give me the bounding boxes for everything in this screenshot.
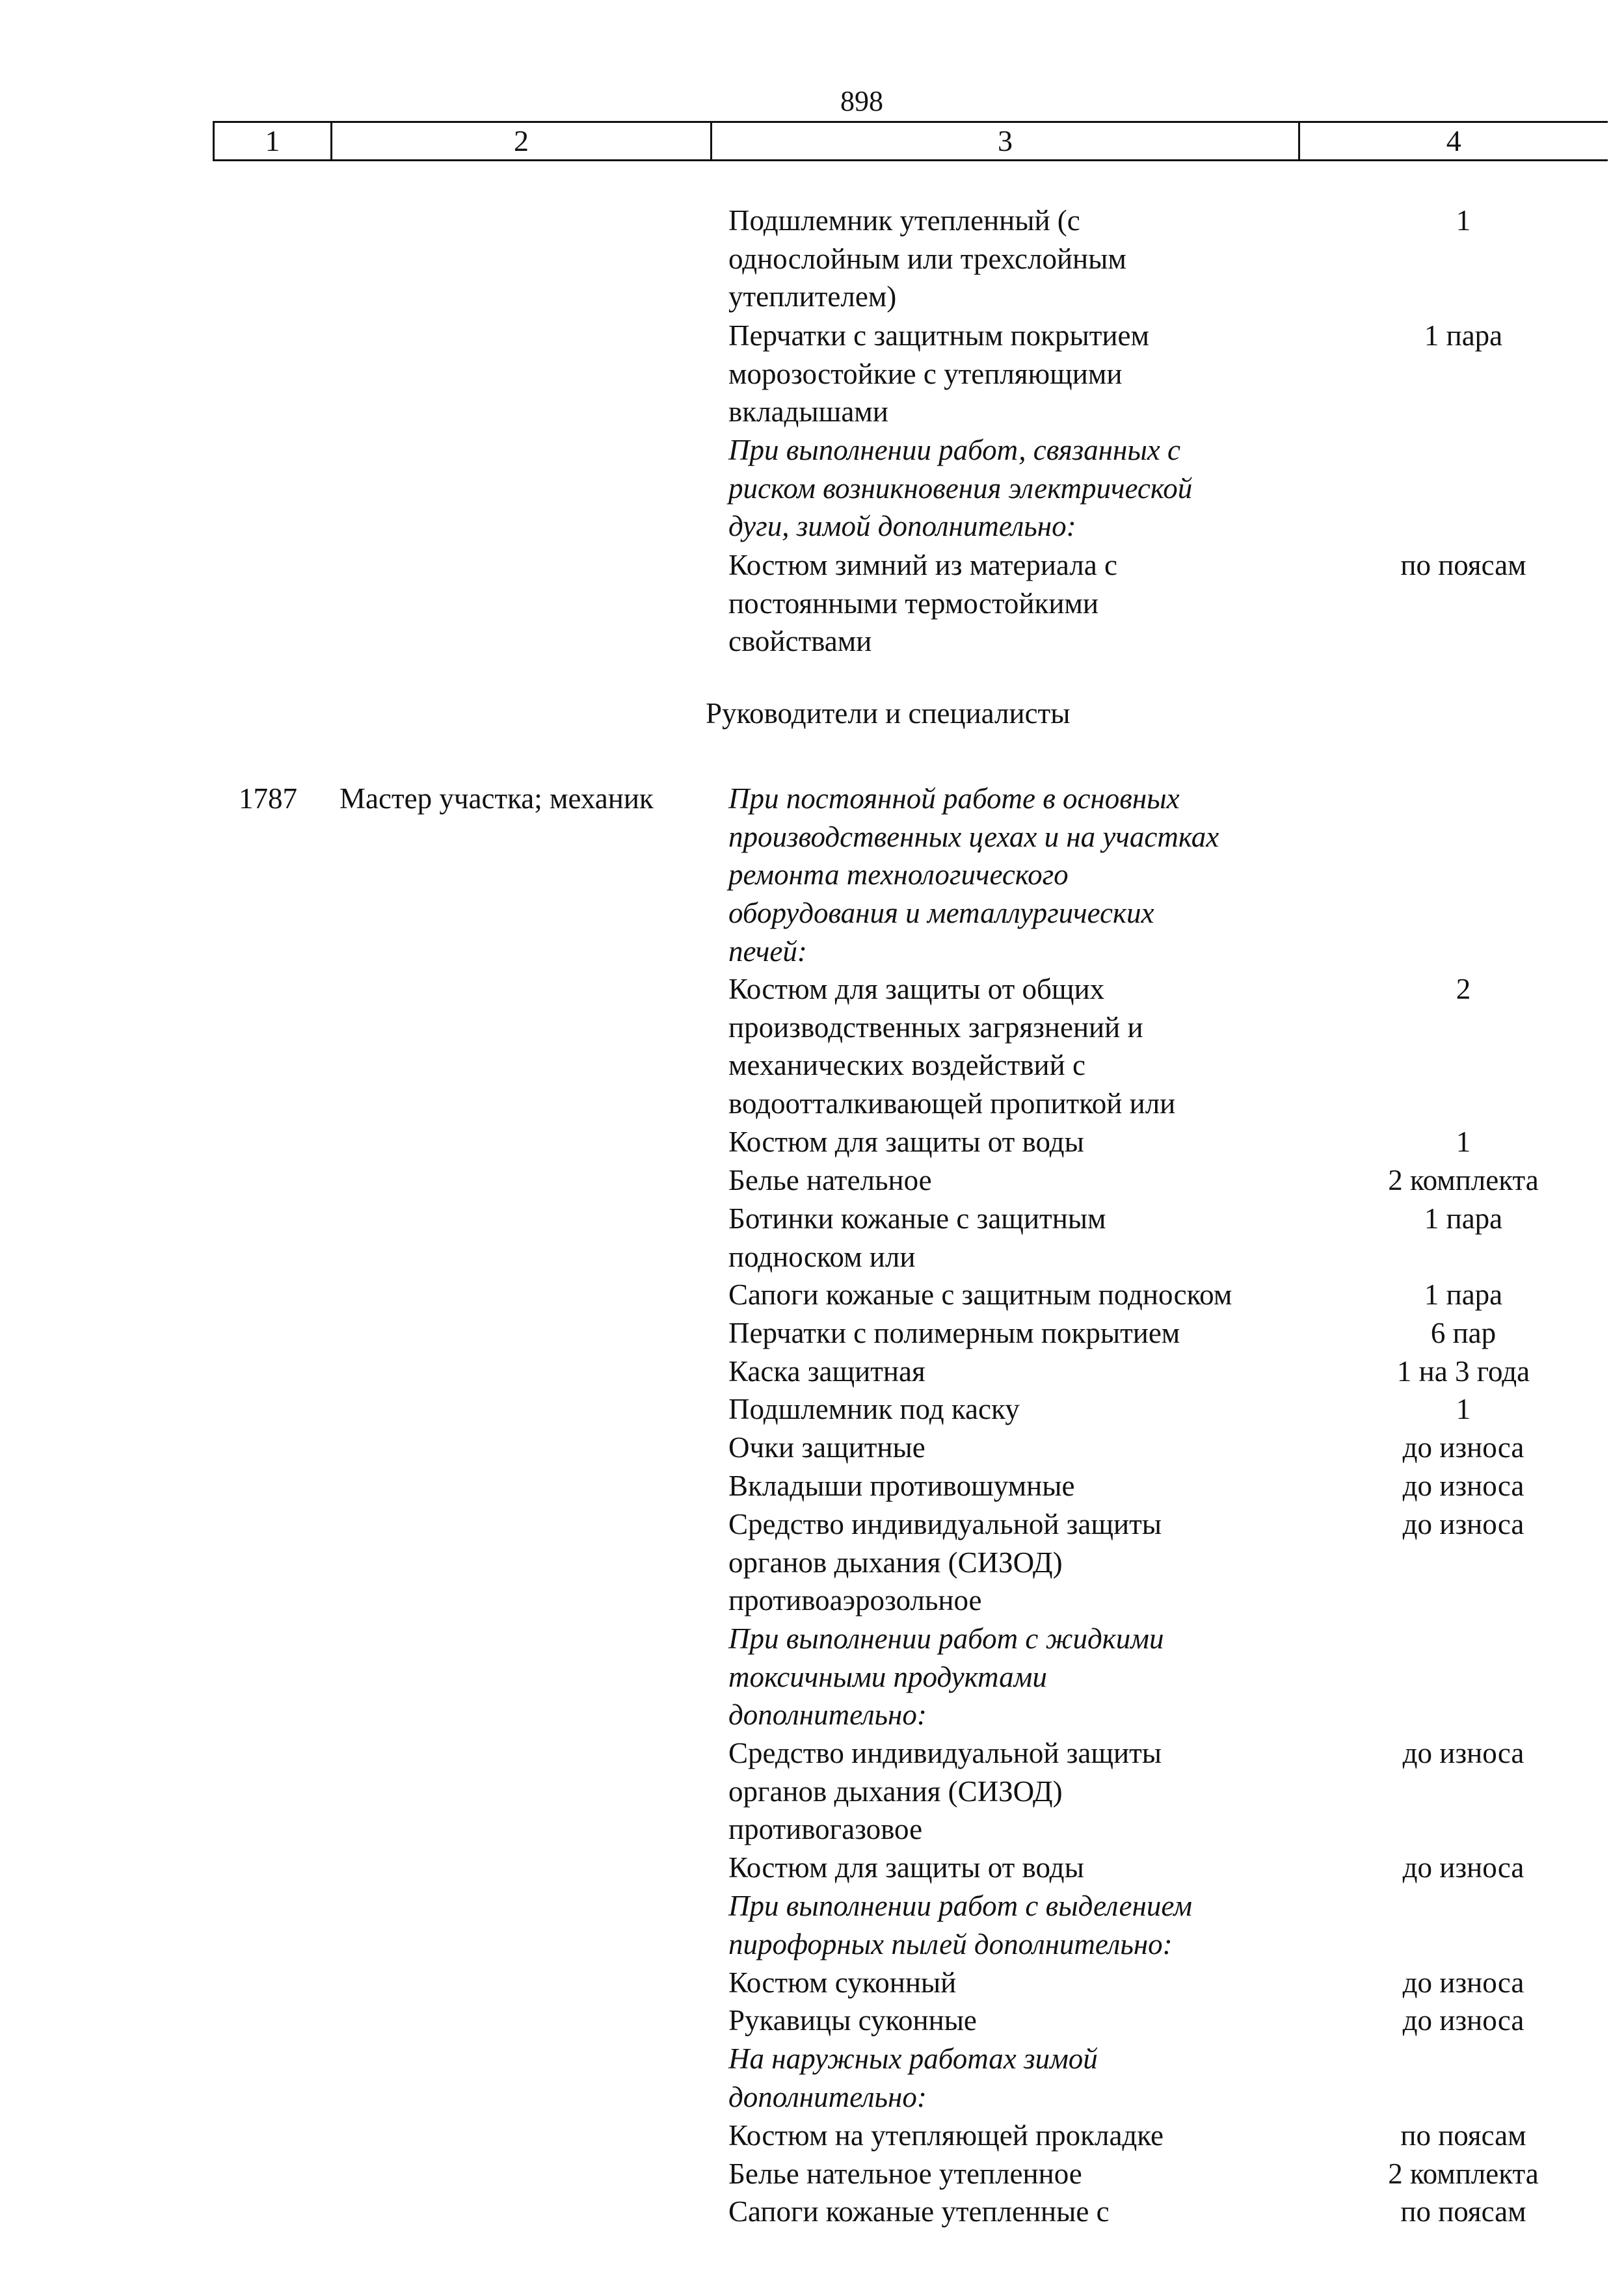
item-name: Костюм зимний из материала с постоянными термостойкими свойствами bbox=[728, 549, 1117, 658]
item-norm: 6 пар bbox=[1430, 1317, 1497, 1349]
page-number: 898 bbox=[840, 85, 883, 117]
item-name: Средство индивидуальной защиты органов дыхания (СИЗОД) противоаэрозольное bbox=[728, 1508, 1162, 1617]
item-name: Подшлемник утепленный (с однослойным или трехслойным утеплителем) bbox=[728, 204, 1126, 313]
column-header-2: 2 bbox=[332, 122, 712, 161]
column-header-3: 3 bbox=[712, 122, 1299, 161]
item-norm: 1 bbox=[1456, 1126, 1471, 1158]
item-name: Костюм для защиты от воды bbox=[728, 1851, 1084, 1884]
column-header-4: 4 bbox=[1299, 122, 1608, 161]
item-name: Белье нательное bbox=[728, 1164, 932, 1196]
item-norm: до износа bbox=[1402, 2004, 1524, 2037]
item-norm: по поясам bbox=[1400, 2119, 1526, 2152]
condition-note: При выполнении работ с выделением пирофорных пылей дополнительно: bbox=[728, 1890, 1192, 1960]
item-name: Белье нательное утепленное bbox=[728, 2157, 1082, 2190]
item-name: Ботинки кожаные с защитным подноском или bbox=[728, 1202, 1106, 1273]
section-heading: Руководители и специалисты bbox=[706, 697, 1071, 730]
item-norm: 1 на 3 года bbox=[1396, 1355, 1530, 1388]
item-norm: до износа bbox=[1402, 1470, 1524, 1502]
item-name: Костюм на утепляющей прокладке bbox=[728, 2119, 1164, 2152]
item-name: Каска защитная bbox=[728, 1355, 925, 1388]
item-name: Сапоги кожаные утепленные с bbox=[728, 2195, 1110, 2228]
item-name: Вкладыши противошумные bbox=[728, 1470, 1075, 1502]
column-header-1: 1 bbox=[214, 122, 332, 161]
item-norm: до износа bbox=[1402, 1851, 1524, 1884]
item-name: Костюм для защиты от воды bbox=[728, 1126, 1084, 1158]
entry-number: 1787 bbox=[239, 782, 297, 815]
item-name: Костюм суконный bbox=[728, 1966, 957, 1999]
item-norm: 2 bbox=[1456, 973, 1471, 1005]
item-norm: до износа bbox=[1402, 1737, 1524, 1769]
item-norm: до износа bbox=[1402, 1966, 1524, 1999]
item-norm: до износа bbox=[1402, 1431, 1524, 1464]
item-norm: 1 пара bbox=[1424, 1278, 1503, 1311]
item-name: Перчатки с защитным покрытием морозостойкие с утепляющими вкладышами bbox=[728, 319, 1149, 429]
item-name: Подшлемник под каску bbox=[728, 1393, 1020, 1425]
condition-note: На наружных работах зимой дополнительно: bbox=[728, 2042, 1098, 2113]
item-norm: по поясам bbox=[1400, 2195, 1526, 2228]
item-norm: по поясам bbox=[1400, 549, 1526, 581]
item-norm: 2 комплекта bbox=[1388, 2157, 1539, 2190]
condition-note: При выполнении работ, связанных с риском возникновения электрической дуги, зимой дополнительно: bbox=[728, 434, 1193, 543]
column-header-row bbox=[213, 121, 1608, 161]
item-norm: 2 комплекта bbox=[1388, 1164, 1539, 1196]
item-norm: до износа bbox=[1402, 1508, 1524, 1540]
item-name: Очки защитные bbox=[728, 1431, 925, 1464]
item-name: Костюм для защиты от общих производственных загрязнений и механических воздействий с водоотталкивающей пропиткой или bbox=[728, 973, 1176, 1120]
item-norm: 1 пара bbox=[1424, 319, 1503, 352]
item-name: Средство индивидуальной защиты органов дыхания (СИЗОД) противогазовое bbox=[728, 1737, 1162, 1846]
condition-note: При выполнении работ с жидкими токсичными продуктами дополнительно: bbox=[728, 1622, 1164, 1732]
entry-profession: Мастер участка; механик bbox=[339, 782, 654, 815]
condition-note: При постоянной работе в основных производственных цехах и на участках ремонта технологического оборудования и металлургических печей: bbox=[728, 782, 1219, 968]
item-norm: 1 bbox=[1456, 1393, 1471, 1425]
item-name: Перчатки с полимерным покрытием bbox=[728, 1317, 1180, 1349]
item-norm: 1 bbox=[1456, 204, 1471, 237]
item-name: Рукавицы суконные bbox=[728, 2004, 977, 2037]
item-norm: 1 пара bbox=[1424, 1202, 1503, 1235]
item-name: Сапоги кожаные с защитным подноском bbox=[728, 1278, 1232, 1311]
